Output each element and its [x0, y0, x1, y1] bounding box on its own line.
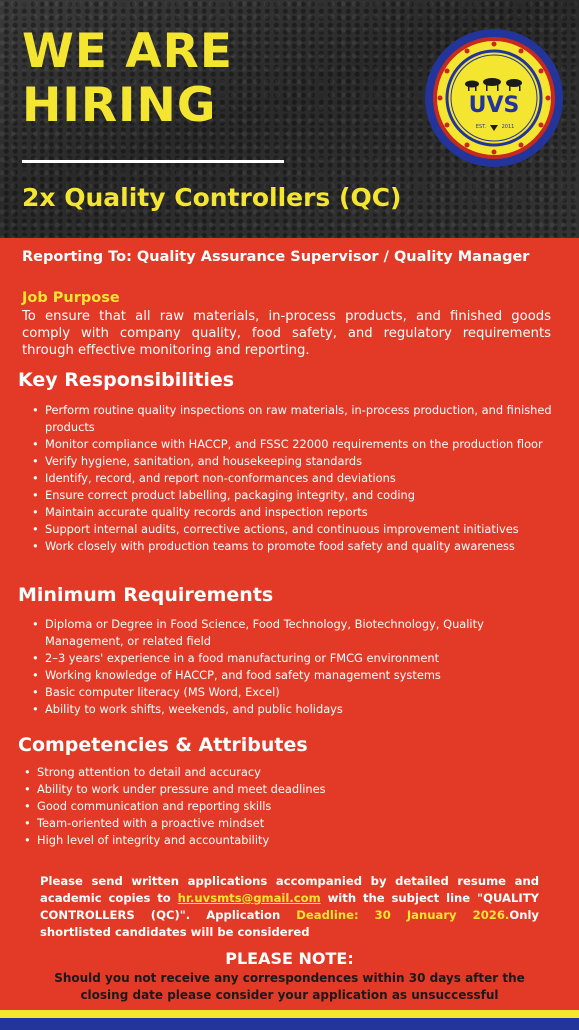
job-purpose-text: To ensure that all raw materials, in-process products, and finished goods comply with company quality, food safety, and regulatory requirements through effective monitoring and reporting.	[22, 309, 551, 358]
list-item: • Identify, record, and report non-conformances and deviations	[32, 470, 552, 487]
minimum-requirements-heading: Minimum Requirements	[18, 584, 274, 606]
application-text: with the subject line "QUALITY CONTROLLERS (QC)". Application	[40, 891, 539, 922]
list-item: • Maintain accurate quality records and inspection reports	[32, 504, 552, 521]
job-purpose-heading: Job Purpose	[22, 290, 120, 306]
email-link[interactable]: hr.uvsmts@gmail.com	[177, 891, 321, 905]
list-item: • Ensure correct product labelling, packaging integrity, and coding	[32, 487, 552, 504]
footer-stripe-blue	[0, 1018, 579, 1030]
note-text: Should you not receive any correspondences within 30 days after the closing date please consider your application as unsuccessful	[54, 971, 525, 1002]
header-banner	[0, 0, 579, 238]
footer-stripe-yellow	[0, 1010, 579, 1018]
headline-line-1: WE ARE	[22, 24, 233, 79]
list-item: • Basic computer literacy (MS Word, Excel)	[32, 684, 532, 701]
application-text: Only shortlisted candidates will be considered	[40, 908, 539, 939]
headline-divider	[22, 160, 284, 163]
headline-line-2: HIRING	[22, 78, 217, 133]
list-item: • Strong attention to detail and accuracy	[24, 764, 524, 781]
uvs-logo	[424, 28, 564, 168]
list-item: • Work closely with production teams to promote food safety and quality awareness	[32, 538, 552, 555]
deadline-text: Deadline: 30 January 2026.	[296, 908, 510, 922]
list-item: • Diploma or Degree in Food Science, Food Technology, Biotechnology, Quality Management, or related field	[32, 616, 532, 650]
competencies-list	[24, 764, 524, 849]
content-panel	[0, 238, 579, 1010]
minimum-requirements-list	[32, 616, 532, 718]
list-item: • Ability to work under pressure and meet deadlines	[24, 781, 524, 798]
key-responsibilities-heading: Key Responsibilities	[18, 369, 235, 391]
reporting-line: Reporting To: Quality Assurance Supervisor / Quality Manager	[22, 249, 530, 265]
svg-text:2011: 2011	[501, 124, 515, 130]
key-responsibilities-list	[32, 402, 552, 555]
svg-text:EST.: EST.	[475, 124, 487, 130]
list-item: • Team-oriented with a proactive mindset	[24, 815, 524, 832]
list-item: • Monitor compliance with HACCP, and FSSC 22000 requirements on the production floor	[32, 436, 552, 453]
list-item: • Working knowledge of HACCP, and food safety management systems	[32, 667, 532, 684]
list-item: • High level of integrity and accountability	[24, 832, 524, 849]
list-item: • Perform routine quality inspections on raw materials, in-process production, and finished products	[32, 402, 552, 436]
list-item: • Support internal audits, corrective actions, and continuous improvement initiatives	[32, 521, 552, 538]
svg-text:UVS: UVS	[468, 93, 520, 118]
application-text: Please send written applications accompanied by detailed resume and academic copies to	[40, 874, 539, 905]
competencies-heading: Competencies & Attributes	[18, 734, 308, 756]
application-instructions	[40, 873, 539, 941]
position-title: 2x Quality Controllers (QC)	[22, 183, 402, 212]
list-item: • Ability to work shifts, weekends, and public holidays	[32, 701, 532, 718]
list-item: • 2–3 years' experience in a food manufacturing or FMCG environment	[32, 650, 532, 667]
list-item: • Verify hygiene, sanitation, and housekeeping standards	[32, 453, 552, 470]
list-item: • Good communication and reporting skills	[24, 798, 524, 815]
note-heading: PLEASE NOTE:	[225, 949, 354, 968]
